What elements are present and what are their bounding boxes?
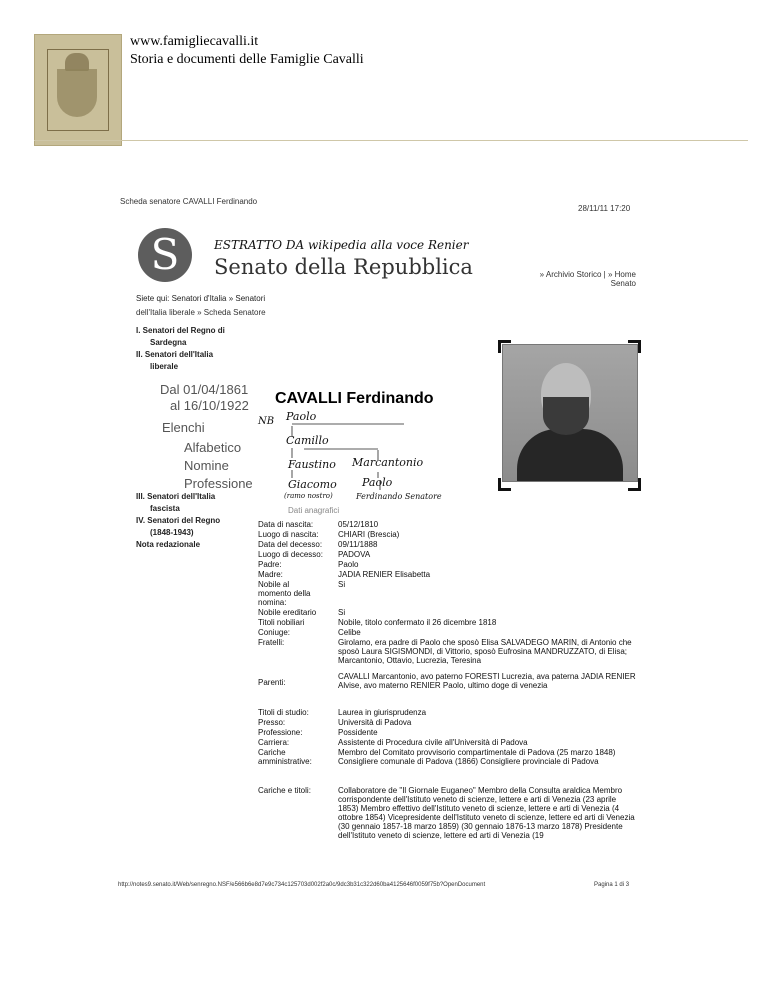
field-value: JADIA RENIER Elisabetta: [338, 570, 431, 579]
field-label: Nobile ereditario: [258, 608, 317, 617]
field-value: PADOVA: [338, 550, 371, 559]
field-value: Paolo: [338, 560, 359, 569]
field-value: Membro del Comitato provvisorio compartimentale di Padova (25 marzo 1848) Consigliere comunale di Padova (1866) Consigliere provinciale di Padova: [338, 748, 616, 766]
field-value: Nobile, titolo confermato il 26 dicembre 1818: [338, 618, 497, 627]
tree-paolo2: Paolo: [362, 476, 393, 489]
nav-senatori-sardegna-2[interactable]: Sardegna: [150, 338, 187, 347]
nav-senatori-fascista-2[interactable]: fascista: [150, 504, 180, 513]
field-label: Cariche amministrative:: [258, 748, 312, 766]
field-label: Professione:: [258, 728, 303, 737]
archivio-storico-link[interactable]: » Archivio Storico: [539, 270, 602, 279]
dates-to: al 16/10/1922: [170, 398, 249, 413]
nav-nota-redazionale[interactable]: Nota redazionale: [136, 540, 201, 549]
field-label: Presso:: [258, 718, 286, 727]
scheda-title: Scheda senatore CAVALLI Ferdinando: [120, 197, 258, 206]
nav-senatori-regno-2[interactable]: (1848-1943): [150, 528, 194, 537]
tree-camillo: Camillo: [286, 434, 329, 447]
crop-corner-tr-icon: [628, 340, 641, 353]
site-url[interactable]: www.famigliecavalli.it: [130, 34, 259, 49]
breadcrumb: Siete qui: Senatori d'Italia » Senatori: [136, 294, 266, 303]
field-value: Possidente: [338, 728, 378, 737]
site-subtitle: Storia e documenti delle Famiglie Cavalli: [130, 52, 364, 67]
dates-from: Dal 01/04/1861: [160, 382, 249, 397]
field-label: Fratelli:: [258, 638, 285, 647]
tree-marcantonio: Marcantonio: [352, 456, 424, 469]
family-crest-logo: [34, 34, 122, 146]
field-value: Si: [338, 580, 346, 589]
field-label: Luogo di nascita:: [258, 530, 319, 539]
field-label: Padre:: [258, 560, 282, 569]
home-link[interactable]: » Home: [607, 270, 636, 279]
tree-ramo: (ramo nostro): [284, 492, 333, 500]
crop-corner-br-icon: [628, 478, 641, 491]
field-label: Parenti:: [258, 678, 286, 687]
field-value: Girolamo, era padre di Paolo che sposò Elisa SALVADEGO MARIN, di Antonio che sposò Laura SIGISMONDI, di Vittorio, sposò Eufrosina MANDRUZZATO, di Elisa; Marcantonio, Ottavio, Lucrezia, Teresina: [338, 638, 632, 665]
elenchi-label[interactable]: Elenchi: [162, 420, 205, 435]
field-value: Collaboratore de "Il Giornale Euganeo" Membro della Consulta araldica Membro corrispondente dell'Istituto veneto di scienze, lettere e arti di Venezia (23 aprile 1853) Membro effettivo dell'Istituto veneto di scienze, lettere e arti di Venezia (4 ottobre 1854) Vicepresidente dell'Istituto veneto di scienze, lettere ed arti di Venezia (30 gennaio 1857-18 marzo 1859) (30 gennaio 1876-13 marzo 1878) Presidente dell'Istituto veneto di scienze, lettere ed arti di Venezia (19: [338, 786, 635, 840]
field-label: Cariche e titoli:: [258, 786, 311, 795]
field-value: Università di Padova: [338, 718, 412, 727]
dati-anagrafici-label: Dati anagrafici: [288, 506, 340, 515]
nav-senatori-fascista[interactable]: III. Senatori dell'Italia: [136, 492, 216, 501]
breadcrumb-continued: dell'Italia liberale » Scheda Senatore: [136, 308, 266, 317]
shield-icon: [57, 69, 97, 117]
field-value: 09/11/1888: [338, 540, 378, 549]
scan-timestamp: 28/11/11 17:20: [578, 204, 631, 213]
field-label: Coniuge:: [258, 628, 291, 637]
elenchi-alfabetico[interactable]: Alfabetico: [184, 440, 242, 455]
senato-logo-icon: S: [138, 228, 192, 282]
field-label: Titoli di studio:: [258, 708, 309, 717]
footer-url: http://notes9.senato.it/Web/senregno.NSF/e566b6e8d7e9c734c125703d002f2a0c/9dc3b31c322d60ba4125646f0059f75b?OpenDocument: [118, 882, 486, 888]
senato-title: Senato della Repubblica: [214, 255, 473, 279]
tree-nb: NB: [258, 416, 275, 427]
field-value: Celibe: [338, 628, 361, 637]
portrait-body: [517, 429, 623, 481]
nav-senatori-sardegna[interactable]: I. Senatori del Regno di: [136, 326, 225, 335]
senato-link[interactable]: Senato: [610, 279, 636, 288]
field-value: Si: [338, 608, 346, 617]
field-label: Data del decesso:: [258, 540, 323, 549]
field-label: Madre:: [258, 570, 283, 579]
field-label: Nobile al momento della nomina:: [258, 580, 311, 607]
tree-giacomo: Giacomo: [288, 478, 337, 491]
tree-lines: [284, 420, 444, 500]
portrait-beard: [543, 397, 589, 435]
senator-portrait: [502, 344, 638, 482]
senator-name: CAVALLI Ferdinando: [275, 390, 434, 407]
tree-paolo: Paolo: [286, 410, 317, 423]
top-links: » Archivio Storico | » Home Senato: [539, 270, 636, 288]
elenchi-professione[interactable]: Professione: [184, 476, 253, 491]
field-value: CHIARI (Brescia): [338, 530, 400, 539]
nav-senatori-regno[interactable]: IV. Senatori del Regno: [136, 516, 221, 525]
field-label: Luogo di decesso:: [258, 550, 323, 559]
header-divider: [34, 140, 748, 141]
field-value: Laurea in giurisprudenza: [338, 708, 427, 717]
field-value: 05/12/1810: [338, 520, 379, 529]
nav-senatori-liberale[interactable]: II. Senatori dell'Italia: [136, 350, 214, 359]
tree-faustino: Faustino: [288, 458, 336, 471]
field-label: Data di nascita:: [258, 520, 314, 529]
crop-corner-bl-icon: [498, 478, 511, 491]
nav-senatori-liberale-2[interactable]: liberale: [150, 362, 179, 371]
field-value: Assistente di Procedura civile all'Università di Padova: [338, 738, 528, 747]
footer-page-number: Pagina 1 di 3: [594, 882, 630, 888]
field-label: Titoli nobiliari: [258, 618, 305, 627]
handwritten-header: ESTRATTO DA wikipedia alla voce Renier: [214, 238, 469, 252]
crop-corner-tl-icon: [498, 340, 511, 353]
tree-ferdinando: Ferdinando Senatore: [356, 492, 442, 501]
field-value: CAVALLI Marcantonio, avo paterno FORESTI Lucrezia, ava paterna JADIA RENIER Alvise, avo materno RENIER Paolo, ultimo doge di venezia: [338, 672, 636, 690]
field-label: Carriera:: [258, 738, 290, 747]
elenchi-nomine[interactable]: Nomine: [184, 458, 229, 473]
